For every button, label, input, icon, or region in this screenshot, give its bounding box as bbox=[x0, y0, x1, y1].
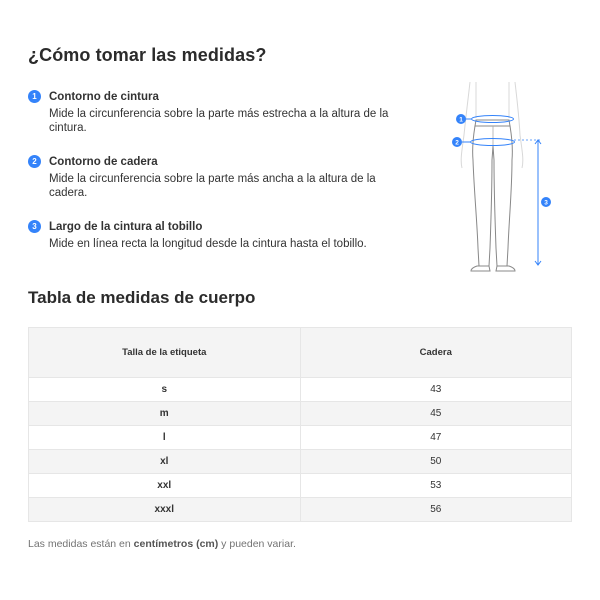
units-footnote: Las medidas están en centímetros (cm) y pueden variar. bbox=[28, 538, 296, 550]
step-number-badge: 2 bbox=[28, 155, 41, 168]
pants-figure-icon bbox=[440, 80, 565, 275]
size-cell: xl bbox=[29, 450, 301, 474]
hip-marker bbox=[452, 137, 462, 147]
size-cell: xxl bbox=[29, 474, 301, 498]
step-description: Mide en línea recta la longitud desde la cintura hasta el tobillo. bbox=[49, 238, 367, 250]
hip-cell: 56 bbox=[300, 498, 572, 522]
hip-cell: 43 bbox=[300, 378, 572, 402]
svg-text:3: 3 bbox=[544, 199, 548, 207]
step-number-badge: 1 bbox=[28, 90, 41, 103]
hip-column-header: Cadera bbox=[300, 328, 572, 378]
hip-cell: 45 bbox=[300, 402, 572, 426]
size-column-header: Talla de la etiqueta bbox=[29, 328, 301, 378]
size-cell: xxxl bbox=[29, 498, 301, 522]
step-length bbox=[28, 220, 408, 251]
table-row bbox=[29, 426, 572, 450]
table-header-row bbox=[29, 328, 572, 378]
svg-text:1: 1 bbox=[459, 116, 463, 124]
size-cell: l bbox=[29, 426, 301, 450]
units-emphasis: centímetros (cm) bbox=[133, 538, 219, 550]
step-description: Mide la circunferencia sobre la parte más ancha a la altura de la cadera. bbox=[49, 173, 376, 199]
hip-cell: 53 bbox=[300, 474, 572, 498]
page-title: ¿Cómo tomar las medidas? bbox=[28, 45, 267, 65]
size-cell: m bbox=[29, 402, 301, 426]
step-title: Contorno de cadera bbox=[49, 155, 158, 168]
step-title: Contorno de cintura bbox=[49, 90, 159, 103]
step-number-badge: 3 bbox=[28, 220, 41, 233]
waist-marker bbox=[456, 114, 466, 124]
size-table bbox=[28, 327, 572, 522]
table-row bbox=[29, 498, 572, 522]
size-cell: s bbox=[29, 378, 301, 402]
step-title: Largo de la cintura al tobillo bbox=[49, 220, 203, 233]
step-hip bbox=[28, 155, 408, 200]
length-marker bbox=[541, 197, 551, 207]
table-row bbox=[29, 402, 572, 426]
svg-text:2: 2 bbox=[455, 139, 459, 147]
hip-cell: 50 bbox=[300, 450, 572, 474]
table-title: Tabla de medidas de cuerpo bbox=[28, 288, 256, 307]
table-row bbox=[29, 474, 572, 498]
step-waist bbox=[28, 90, 408, 135]
step-description: Mide la circunferencia sobre la parte más estrecha a la altura de la cintura. bbox=[49, 108, 389, 134]
table-row bbox=[29, 450, 572, 474]
hip-cell: 47 bbox=[300, 426, 572, 450]
body-measurement-figure bbox=[440, 80, 565, 275]
table-row bbox=[29, 378, 572, 402]
